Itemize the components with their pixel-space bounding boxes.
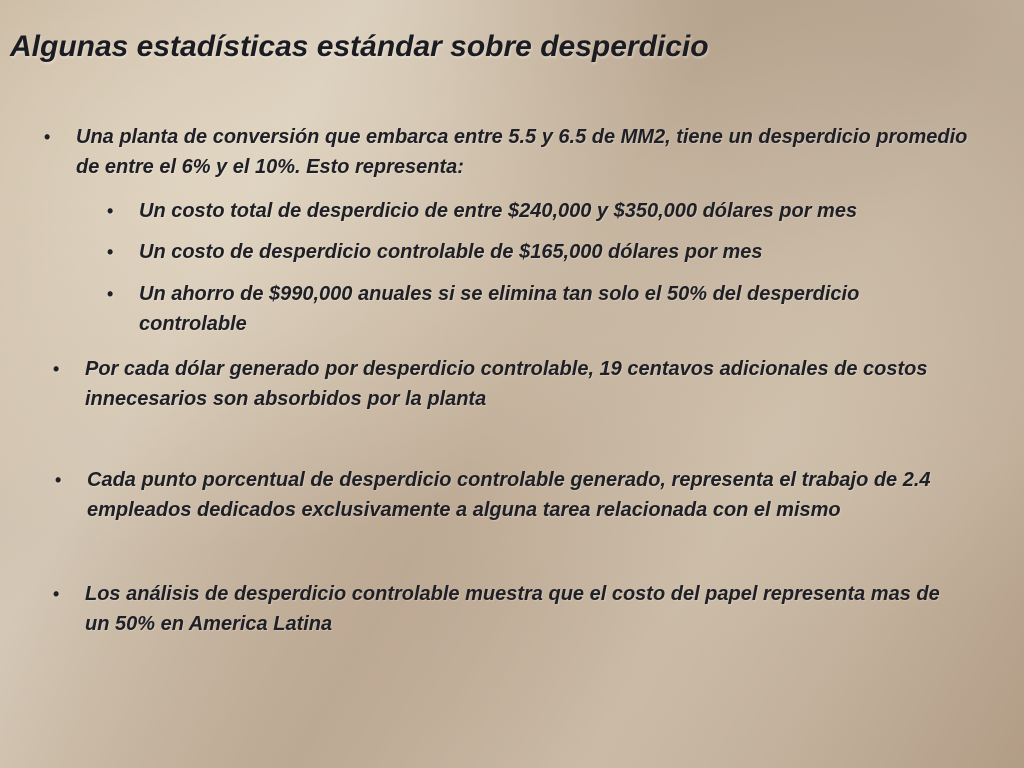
bullet-text: Cada punto porcentual de desperdicio controlable generado, representa el trabajo de 2.4 empleados dedicados exclusivamente a alguna tarea relacionada con el mismo — [87, 469, 931, 521]
bullet-text: Los análisis de desperdicio controlable muestra que el costo del papel representa mas de un 50% en America Latina — [85, 583, 940, 635]
bullet-marker: • — [44, 127, 51, 147]
bullet-marker: • — [107, 284, 114, 304]
bullet-text: Un costo total de desperdicio de entre $240,000 y $350,000 dólares por mes — [139, 200, 858, 222]
bullet-text: Un ahorro de $990,000 anuales si se elimina tan solo el 50% del desperdicio controlable — [139, 283, 860, 335]
bullet-item — [53, 354, 953, 414]
bullet-item — [53, 579, 953, 639]
bullet-marker: • — [53, 584, 60, 604]
bullet-marker: • — [107, 242, 114, 262]
slide-title: Algunas estadísticas estándar sobre desperdicio — [10, 30, 709, 63]
bullet-text: Por cada dólar generado por desperdicio controlable, 19 centavos adicionales de costos innecesarios son absorbidos por la planta — [85, 358, 928, 410]
sub-bullet-item — [107, 279, 957, 339]
bullet-marker: • — [107, 201, 114, 221]
bullet-marker: • — [55, 470, 62, 490]
sub-bullet-item — [107, 196, 987, 226]
bullet-text: Una planta de conversión que embarca entre 5.5 y 6.5 de MM2, tiene un desperdicio promedio de entre el 6% y el 10%. Esto representa: — [76, 126, 968, 178]
bullet-text: Un costo de desperdicio controlable de $165,000 dólares por mes — [139, 241, 763, 263]
bullet-marker: • — [53, 359, 60, 379]
sub-bullet-item — [107, 237, 987, 267]
bullet-item — [55, 465, 1000, 525]
bullet-item — [44, 122, 984, 182]
